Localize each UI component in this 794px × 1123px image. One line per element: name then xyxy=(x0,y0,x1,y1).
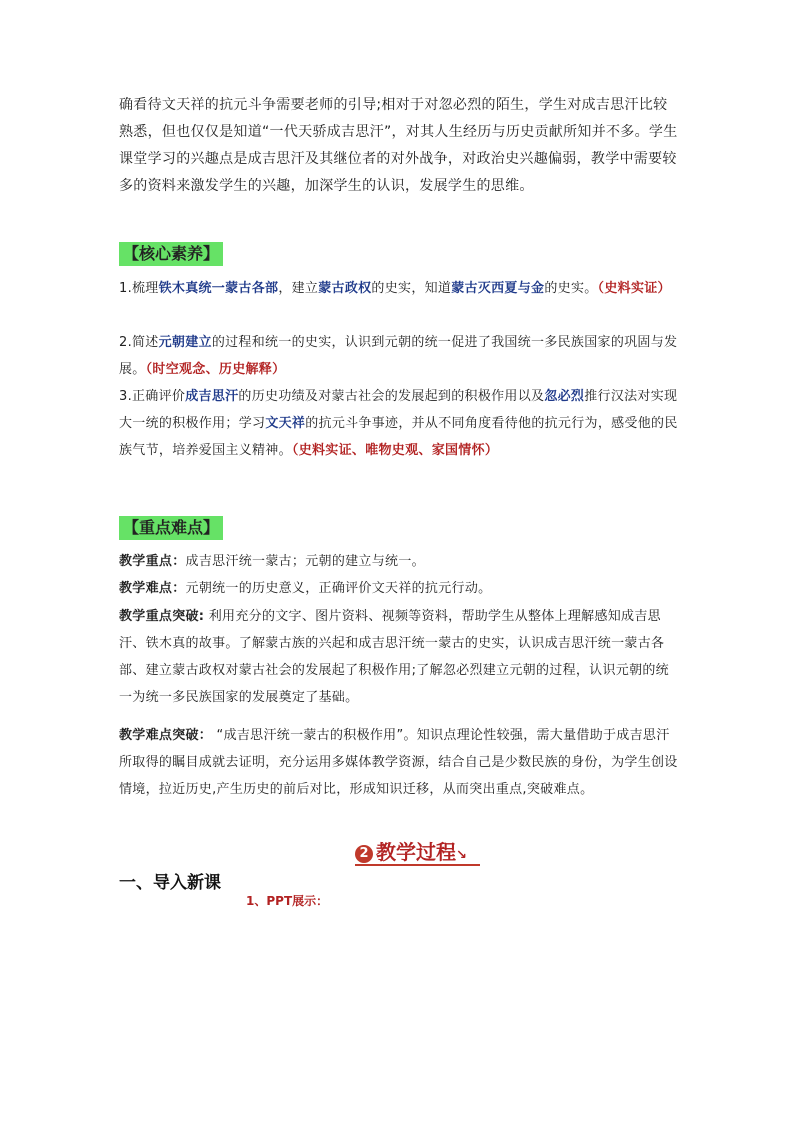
core-item-1-keyword-c: 蒙古灭西夏与金 xyxy=(451,281,545,296)
difficulty-breakthrough-label: 教学难点突破： xyxy=(119,728,213,743)
core-item-3-keyword-a: 成吉思汗 xyxy=(185,389,239,404)
core-item-3-keyword-c: 文天祥 xyxy=(265,416,306,431)
core-item-3-text-d: 的抗元斗争事迹，并从不同角度看待他的抗元行为，感受他的民族气节，培养爱国主义精神。 xyxy=(119,416,678,458)
core-item-3-text-c: 推行汉法对实现大一统的积极作用；学习 xyxy=(119,389,678,431)
core-item-1-text-a: 1.梳理 xyxy=(119,281,159,296)
title-underline xyxy=(355,864,480,866)
key-point-label: 教学重点： xyxy=(119,554,186,569)
core-item-2-text-b: 的过程和统一的史实，认识到元朝的统一促进了我国统一多民族国家的巩固与发展。 xyxy=(119,335,678,377)
core-item-1-text-b: ，建立 xyxy=(278,281,319,296)
core-item-1-text-c: 的史实，知道 xyxy=(371,281,452,296)
key-breakthrough-text: 利用充分的文字、图片资料、视频等资料，帮助学生从整体上理解感知成吉思汗、铁木真的故事。了解蒙古族的兴起和成吉思汗统一蒙古的史实，认识成吉思汗统一蒙古各部、建立蒙古政权对蒙古社会的发展起了积极作用;了解忽必烈建立元朝的过程，认识元朝的统一为统一多民族国家的发展奠定了基础。 xyxy=(119,609,669,705)
key-breakthrough-label: 教学重点突破: xyxy=(119,609,205,624)
difficulty-text: 元朝统一的历史意义，正确评价文天祥的抗元行动。 xyxy=(185,581,492,596)
core-item-3-tag: （史料实证、唯物史观、家国情怀） xyxy=(291,443,499,458)
pen-icon: ↘ xyxy=(456,848,467,863)
key-point-line xyxy=(119,548,679,575)
difficulty-line xyxy=(119,575,679,602)
intro-section-heading: 一、导入新课 xyxy=(119,873,221,893)
intro-paragraph: 确看待文天祥的抗元斗争需要老师的引导;相对于对忽必烈的陌生，学生对成吉思汗比较熟悉，但也仅仅是知道“一代天骄成吉思汗”，对其人生经历与历史贡献所知并不多。学生课堂学习的兴趣点是成吉思汗及其继位者的对外战争，对政治史兴趣偏弱，教学中需要较多的资料来激发学生的兴趣，加深学生的认识，发展学生的思维。 xyxy=(119,97,678,194)
difficulty-breakthrough-text: “成吉思汗统一蒙古的积极作用”。知识点理论性较强，需大量借助于成吉思汗所取得的瞩目成就去证明，充分运用多媒体教学资源，结合自己是少数民族的身份，为学生创设情境，拉近历史,产生历史的前后对比，形成知识迁移，从而突出重点,突破难点。 xyxy=(119,728,678,797)
core-item-3-text-a: 3.正确评价 xyxy=(119,389,186,404)
core-item-2-keyword-a: 元朝建立 xyxy=(158,335,212,350)
core-item-1 xyxy=(119,275,679,302)
teaching-process-label: 教学过程 xyxy=(376,840,456,864)
core-item-2 xyxy=(119,329,679,383)
difficulty-label: 教学难点： xyxy=(119,581,186,596)
core-item-2-text-a: 2.简述 xyxy=(119,335,159,350)
key-breakthrough xyxy=(119,603,679,711)
core-item-2-tag: （时空观念、历史解释） xyxy=(145,362,286,377)
core-literacy-heading: 【核心素养】 xyxy=(119,242,223,266)
section-number-badge: 2 xyxy=(355,845,373,863)
core-item-1-keyword-b: 蒙古政权 xyxy=(318,281,372,296)
key-point-text: 成吉思汗统一蒙古；元朝的建立与统一。 xyxy=(185,554,425,569)
key-points-heading: 【重点难点】 xyxy=(119,516,223,540)
difficulty-breakthrough xyxy=(119,722,679,803)
core-item-1-text-d: 的史实。 xyxy=(544,281,598,296)
core-item-1-keyword-a: 铁木真统一蒙古各部 xyxy=(158,281,279,296)
ppt-show-label: 1、PPT展示： xyxy=(246,894,329,908)
core-item-1-tag: （史料实证） xyxy=(597,281,671,296)
core-item-3 xyxy=(119,383,679,464)
core-item-3-keyword-b: 忽必烈 xyxy=(544,389,585,404)
core-item-3-text-b: 的历史功绩及对蒙古社会的发展起到的积极作用以及 xyxy=(238,389,545,404)
teaching-process-title xyxy=(355,838,467,866)
